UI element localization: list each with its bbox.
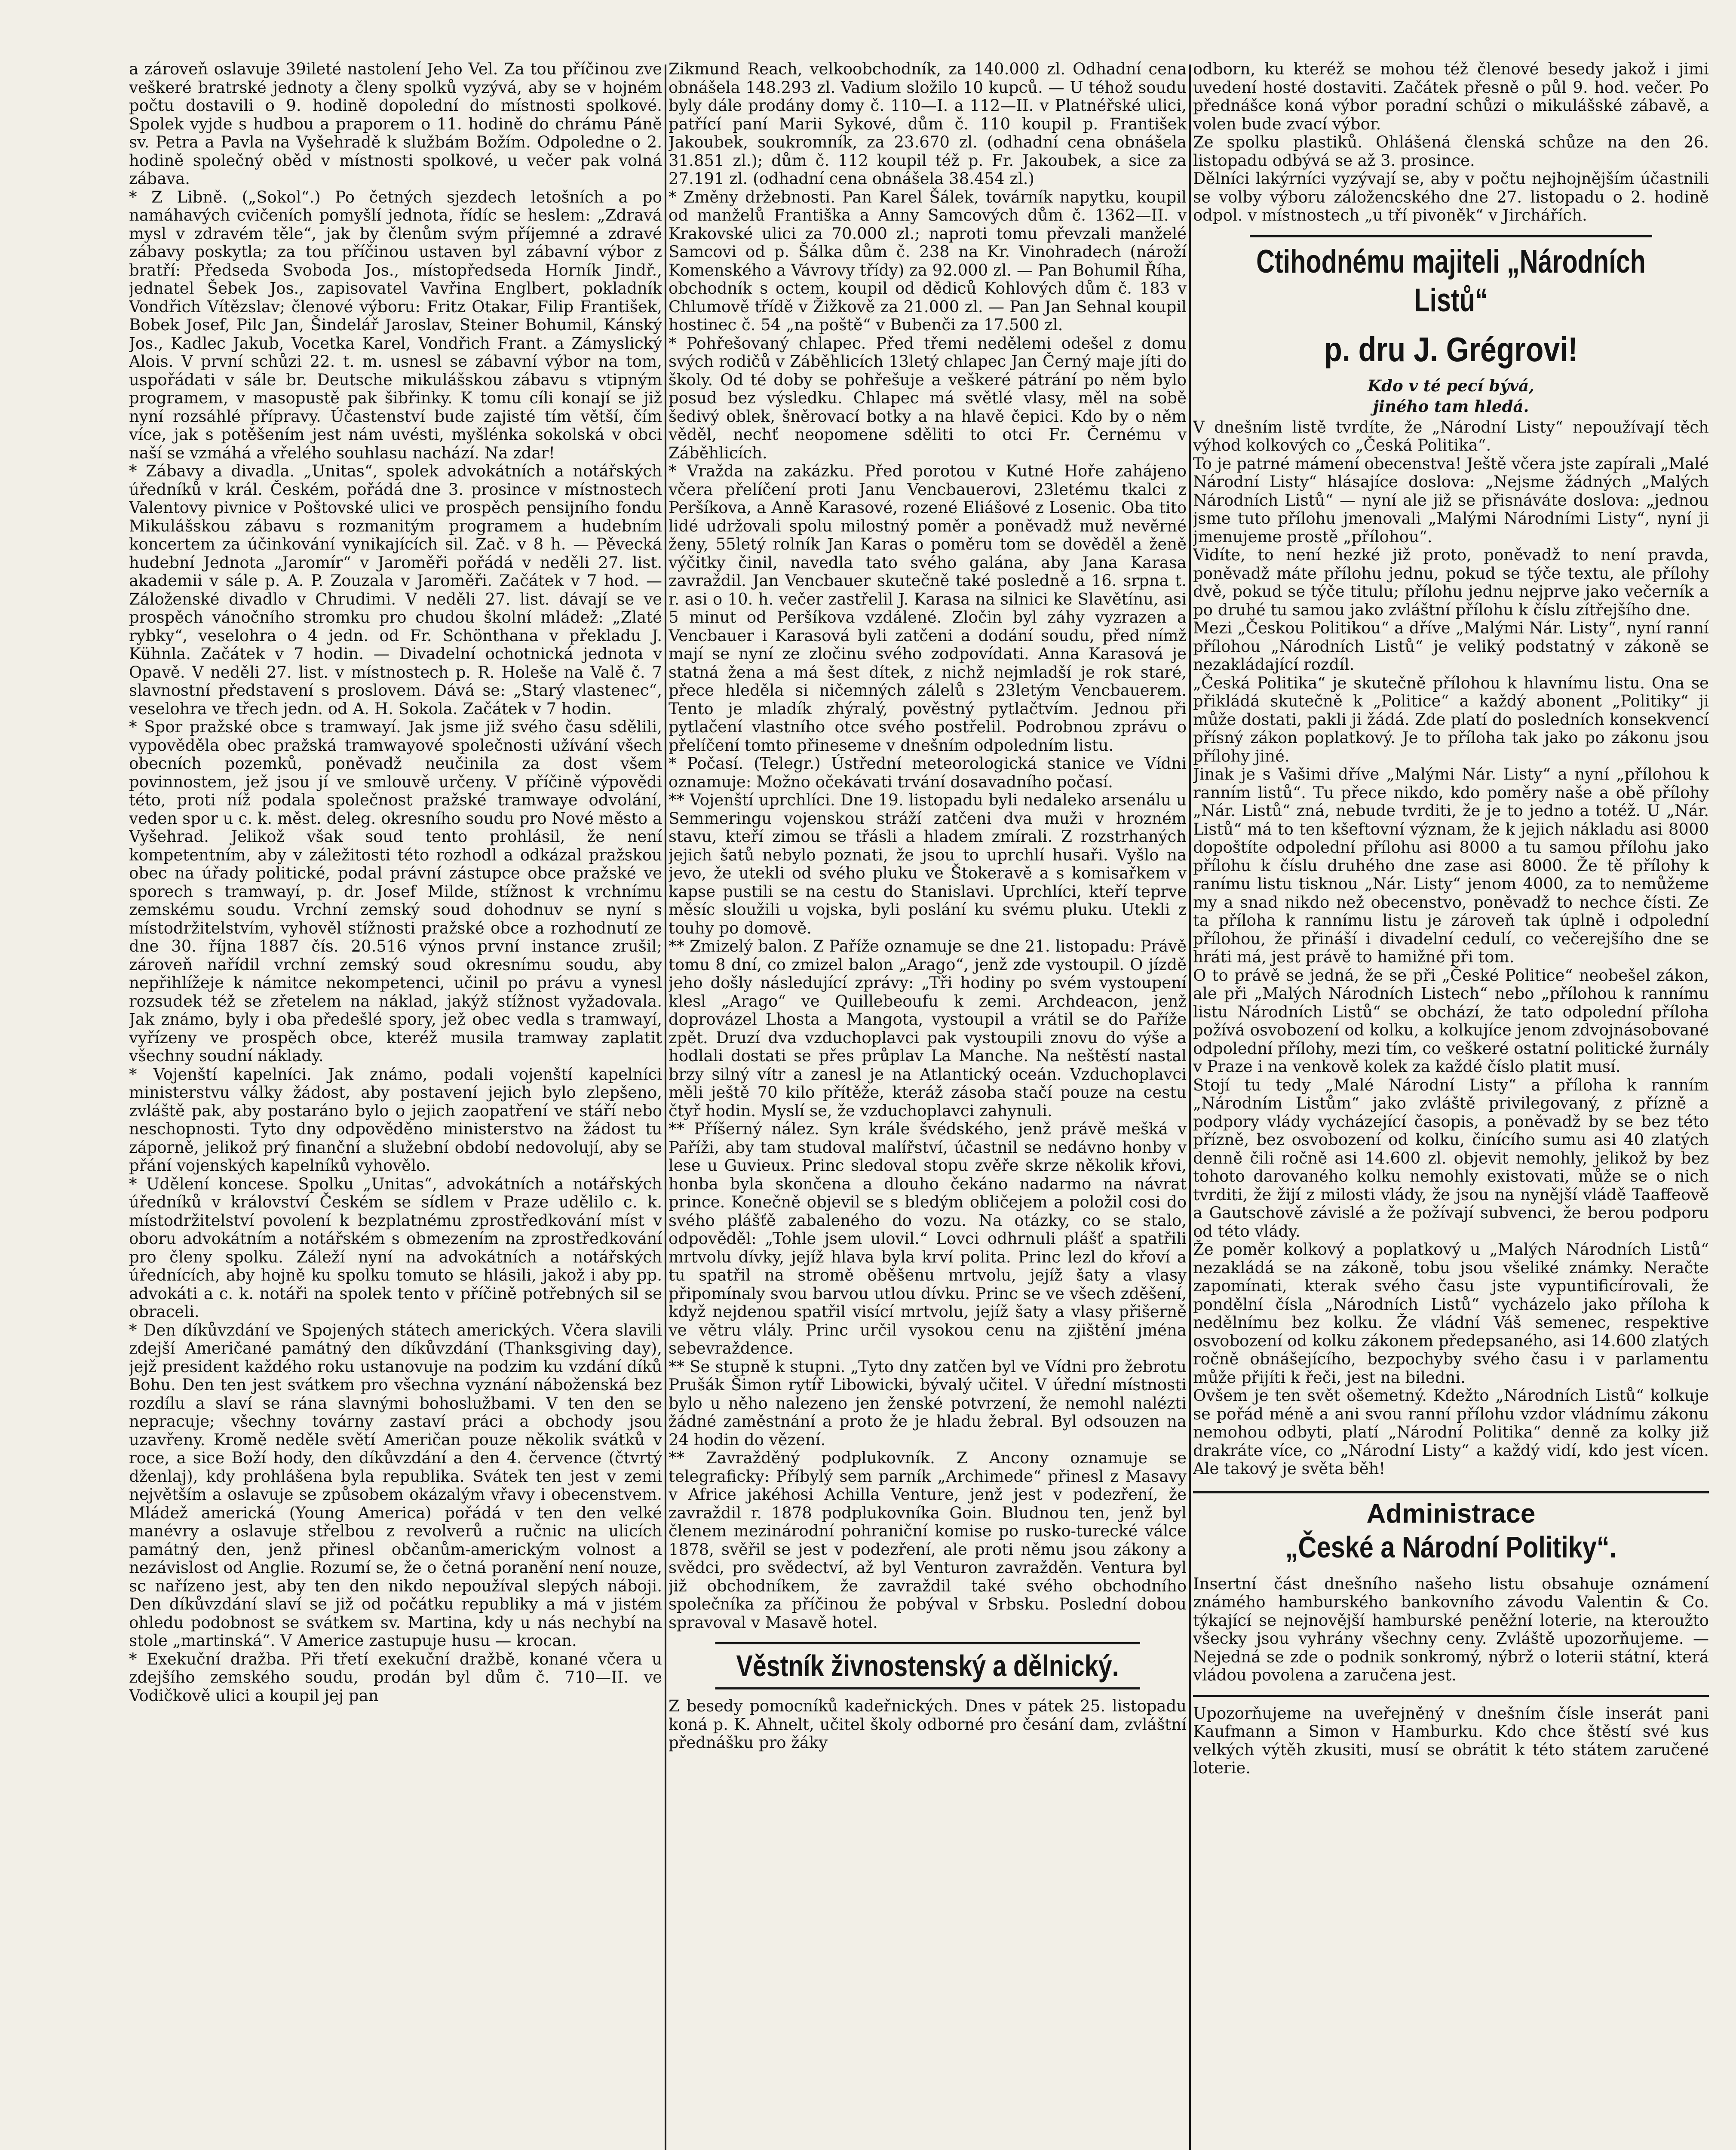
notice: Upozorňujeme na uveřejněný v dnešním čísle inserát pani Kaufmann a Simon v Hamburku. Kdo chce štěstí své kus velkých výtěh zkusiti, musí se obrátit k této státem zaručené loterie. — [1193, 1704, 1709, 1777]
article: Dělníci lakýrníci vyzývají se, aby v počtu nejhojnějším účastnili se volby výboru záložencského dne 27. listopadu o 2. hodině odpol. v místnostech „u tří pivoněk“ v Jirchářích. — [1193, 169, 1709, 224]
article: „Česká Politika“ je skutečně přílohou k hlavnímu listu. Ona se přikládá skutečně k „Politice“ a každý abonent „Politiky“ ji může dostati, pakli ji žádá. Zde platí do posledních konsekvencí přísný zákon poplatkový. Je to příloha tak jako po zákonu jsou přílohy jiné. — [1193, 673, 1709, 765]
article: * Z Libně. („Sokol“.) Po četných sjezdech letošních a po namáhavých cvičeních pomyšlí jednota, řídíc se heslem: „Zdravá mysl v zdravém těle“, jak by členům svým příjemné a zdravé zábavy poskytla; za tou příčinou ustaven byl zábavní výbor z bratří: Předseda Svoboda Jos., místopředseda Horník Jindř., jednatel Šebek Jos., zapisovatel Vavřina Englbert, pokladník Vondřich Vítězslav; členové výboru: Fritz Otakar, Filip František, Bobek Josef, Pilc Jan, Šindelář Jaroslav, Steiner Bohumil, Kánský Jos., Kadlec Jakub, Vocetka Karel, Vondřich Frant. a Zámyslický Alois. V první schůzi 22. t. m. usnesl se zábavní výbor na tom, uspořádati v sále br. Deutsche mikulášskou zábavu s vtipným programem, v masopustě pak šibřinky. K tomu cíli konají se již nyní rozsáhlé přípravy. Účastenství bude zajisté tím větší, čím více, jak s potěšením jest nám uvésti, myšlénka sokolská v obci naší se vzmáhá a vřelého souhlasu nachází. Na zdar! — [129, 187, 662, 462]
article: * Pohřešovaný chlapec. Před třemi nedělemi odešel z domu svých rodičů v Záběhlicích 13letý chlapec Jan Černý maje jíti do školy. Od té doby se pohřešuje a veškeré pátrání po něm bylo posud bez výsledku. Chlapec má světlé vlasy, měl na sobě šedivý oblek, šněrovací botky a na hlavě čepici. Kdo by o něm věděl, nechť neopomene sděliti to otci Fr. Černému v Záběhlicích. — [669, 334, 1187, 462]
article: Že poměr kolkový a poplatkový u „Malých Národních Listů“ nezakládá se na zákoně, tobu jsou všeliké známky. Neračte zapomínati, kterak svého času jste vypuntificírovali, že pondělní čísla „Národních Listů“ vycházelo jako příloha k nedělnímu bez kolku. Že vládní Váš semenec, respektive osvobození od kolku zákonem předepsaného, asi 14.600 zlatých ročně obnášejícího, bezpochyby svého času i v parlamentu může přijíti k řeči, jest na biledni. — [1193, 1240, 1709, 1387]
article: To je patrné mámení obecenstva! Ještě včera jste zapírali „Malé Národní Listy“ hlásajíce doslova: „Nejsme žádných „Malých Národních Listů“ — nyní ale již se přisnáváte doslova: „jednou jsme tuto přílohu jmenovali „Malými Národními Listy“, nyní ji jmenujeme prostě „přílohou“. — [1193, 454, 1709, 546]
article: Zikmund Reach, velkoobchodník, za 140.000 zl. Odhadní cena obnášela 148.293 zl. Vadium složilo 10 kupců. — U téhož soudu byly dále prodány domy č. 110—I. a 112—II. v Platnéřské ulici, patřící paní Marii Sykové, dům č. 110 koupil p. František Jakoubek, soukromník, za 23.670 zl. (odhadní cena obnášela 31.851 zl.); dům č. 112 koupil též p. Fr. Jakoubek, a sice za 27.191 zl. (odhadní cena obnášela 38.454 zl.) — [669, 60, 1187, 188]
article: odborn, ku kteréž se mohou též členové besedy jakož i jimi uvedení hosté dostaviti. Začátek přesně o půl 9. hod. večer. Po přednášce koná výbor poradní schůzi o mikulášské zábavě, a volen bude zvací výbor. — [1193, 60, 1709, 133]
article: Ze spolku plastiků. Ohlášená členská schůze na den 26. listopadu odbývá se až 3. prosince. — [1193, 133, 1709, 170]
column-left — [129, 60, 662, 2150]
section-heading-honor: Ctihodnému majiteli „Národních Listů“ — [1250, 235, 1652, 320]
article: V dnešním listě tvrdíte, že „Národní Listy“ nepoužívají těch výhod kolkových co „Česká Politika“. — [1193, 418, 1709, 455]
article: ** Zmizelý balon. Z Paříže oznamuje se dne 21. listopadu: Právě tomu 8 dní, co zmizel balon „Arago“, jenž zde vystoupil. O jízdě jeho došly následující zprávy: „Tři hodiny po svém vystoupení klesl „Arago“ ve Quillebeoufu k zemi. Archdeacon, jenž doprovázel Lhosta a Mangota, vystoupil a vrátil se do Paříže zpět. Druzí dva vzduchoplavci pak vystoupili znovu do výše a hodlali dostati se přes průplav La Manche. Na neštěstí nastal brzy silný vítr a zanesl je na Atlantický oceán. Vzduchoplavci měli ještě 70 kilo přítěže, kteráž zásoba stačí pouze na cestu čtyř hodin. Myslí se, že vzduchoplavci zahynuli. — [669, 937, 1187, 1120]
article: ** Příšerný nález. Syn krále švédského, jenž právě mešká v Paříži, aby tam studoval malířství, účastnil se nedávno honby v lese u Guvieux. Princ sledoval stopu zvěře skrze několik křovi, honba byla skončena a dlouho čekáno nadarmo na návrat prince. Konečně objevil se s bledým obličejem a položil cosi do svého plášťě zabaleného do vozu. Na otázky, co se stalo, odpověděl: „Tohle jsem ulovil.“ Lovci odhrnuli plášť a spatřili mrtvolu dívky, jejíž hlava byla krví polita. Princ lezl do křoví a tu spatřil na stromě oběšenu mrtvolu, jejíž šaty a vlasy připomínaly svou barvou utlou dívku. Princ se ve všech zděšení, když nejdenou spatřil visící mrtvolu, jejíž šaty a vlasy přišerně ve větru vlály. Princ určil vysokou cenu na zjištění jména sebevraždence. — [669, 1120, 1187, 1358]
article: * Vojenští kapelníci. Jak známo, podali vojenští kapelníci ministerstvu války žádost, aby postavení jejich bylo zlepšeno, zvláště pak, aby postaráno bylo o jejich zaopatření ve stáří nebo neschopnosti. Tyto dny odpověděno ministerstvo na žádost tu záporně, jelikož prý finanční a služební období nedovolují, aby se přání vojenských kapelníků vyhovělo. — [129, 1065, 662, 1175]
article: Ovšem je ten svět ošemetný. Kdežto „Národních Listů“ kolkuje se pořád méně a ani svou ranní přílohu vzdor vládnímu zákonu nemohou odbyti, platí „Národní Politika“ denně za kolky již drakráte více, co „Národní Listy“ a každý vidí, kdo jest vícen. Ale takový je světa běh! — [1193, 1386, 1709, 1478]
column-middle — [669, 60, 1187, 2150]
notice-box — [1193, 1695, 1709, 1778]
article: Z besedy pomocníků kadeřnických. Dnes v pátek 25. listopadu koná p. K. Ahnelt, učitel školy odborné pro česání dam, zvláštní přednášku pro žáky — [669, 1697, 1187, 1752]
article: * Exekuční dražba. Při třetí exekuční dražbě, konané včera u zdejšího zemského soudu, prodán byl dům č. 710—II. ve Vodičkově ulici a koupil jej pan — [129, 1649, 662, 1705]
column-divider — [1189, 64, 1191, 2150]
article: * Změny držebnosti. Pan Karel Šálek, továrník napytku, koupil od manželů Františka a Anny Samcových dům č. 1362—II. v Krakovské ulici za 70.000 zl.; naproti tomu převzali manželé Samcovi od p. Šálka dům č. 238 na Kr. Vinohradech (nároží Komenského a Vávrovy třídy) za 92.000 zl. — Pan Bohumil Říha, obchodník s octem, koupil od dědiců Kohlových dům č. 183 v Chlumově třídě v Žižkově za 21.000 zl. — Pan Jan Sehnal koupil hostinec č. 54 „na poště“ v Bubenči za 17.500 zl. — [669, 187, 1187, 334]
article: * Počasí. (Telegr.) Ústřední meteorologická stanice ve Vídni oznamuje: Možno očekávati trvání dosavadního počasí. — [669, 754, 1187, 791]
article: * Den díkůvzdání ve Spojených státech amerických. Včera slavili zdejší Američané památný den díkůvzdání (Thanksgiving day), jejž president každého roku ustanovuje na podzim ku vzdání díků Bohu. Den ten jest svátkem pro všechna vyznání náboženská bez rozdílu a slaví se rána slavnými bohoslužbami. V ten den se nepracuje; všechny továrny zastaví práci a obchody jsou uzavřeny. Kromě neděle světí Američan pouze několik svátků v roce, a sice Boží hody, den díkůvzdání a den 4. července (čtvrtý dženlaj), kdy prohlášena byla republika. Svátek ten jest v zemi největším a oslavuje se způsobem okázalým vřavy i obecenstvem. Mládež americká (Young America) pořádá v ten den velké manévry a oslavuje střelbou z revolverů a ručnic na ulicích památný den, jenž přinesl občanům-americkým volnost a nezávislost od Anglie. Rozumí se, že o četná poranění není nouze, sc nařízeno jest, aby ten den nikdo nepoužíval slepých náboji. Den díkůvzdání slaví se již od počátku republiky a má v jistém ohledu podobnost se svátkem sv. Martina, kdy u nás nechybí na stole „martinská“. V Americe zastupuje husu — krocan. — [129, 1321, 662, 1650]
article: * Spor pražské obce s tramwayí. Jak jsme již svého času sdělili, vypověděla obec pražská tramwayové společnosti užívání všech obecních pozemků, poněvadž neučinila za dost všem povinnostem, jež jsou jí ve smlouvě určeny. V příčině výpovědi této, proti níž podala společnost pražské tramwaye odvolání, veden spor u c. k. měst. deleg. okresního soudu pro Nové město a Vyšehrad. Jelikož však soud tento prohlásil, že není kompetentním, aby v záležitosti této rozhodl a odkázal pražskou obec na úřady politické, podal právní zástupce obce pražské ve sporech s tramwayí, p. dr. Josef Milde, stížnost k vrchnímu zemskému soudu. Vrchní zemský soud dohodnuv se nyní s místodržitelstvím, vyhověl stížnosti pražské obce a rozhodnutí ze dne 30. října 1887 čís. 20.516 výnos první instance zrušil; zároveň nařídil vrchní zemský soud okresnímu soudu, aby nepřihlížeje k námitce nekompetenci, učinil po právu a vynesl rozsudek též se zřetelem na náklad, jakýž stížnost vyžadovala. Jak známo, byly i oba předešlé spory, jež obec vedla s tramwayí, vyřízeny ve prospěch obce, kteréž musila tramway zaplatit všechny soudní náklady. — [129, 718, 662, 1065]
section-heading-vestnik: Věstník živnostenský a dělnický. — [715, 1642, 1140, 1689]
column-divider — [665, 64, 666, 2150]
administration-heading: Administrace — [1193, 1491, 1709, 1530]
article: ** Se stupně k stupni. „Tyto dny zatčen byl ve Vídni pro žebrotu Prušák Šimon rytíř Libowicki, bývalý učitel. V úřední místnosti bylo u něho nalezeno jen ženské potvrzení, že nemohl nalézti žádné zaměstnání a proto že je hladu žebral. Byl odsouzen na 24 hodin do vězení. — [669, 1357, 1187, 1449]
article: Jinak je s Vašimi dříve „Malými Nár. Listy“ a nyní „přílohou k ranním listů“. Tu přece nikdo, kdo poměry naše a obě přílohy „Nár. Listů“ zná, nebude tvrditi, že je to jedno a totéž. U „Nár. Listů“ má to ten kšeftovní význam, že k jejich nákladu asi 8000 dopoštíte odpolední přílohu asi 8000 a tu samou přílohu jako přílohu k číslu druhého dne zase asi 8000. Že tě přílohy k ranímu listu tisknou „Nár. Listy“ jenom 4000, za to nemůžeme my a snad nikdo než obecenstvo, poněvadž to nechce čísti. Ze ta příloha k rannímu listu je zároveň tak úplně i odpolední přílohou, že přináší i divadelní cedulí, co večerejšího dne se hráti má, jest právě to hamižné při tom. — [1193, 765, 1709, 966]
section-heading-name: p. dru J. Grégrovi! — [1324, 330, 1578, 369]
motto-line: Kdo v té pecí bývá, — [1367, 376, 1535, 395]
article: Mezi „Českou Politikou“ a dříve „Malými Nár. Listy“, nyní ranní přílohou „Národních Listů“ je veliký podstatný v zákoně se nezakládající rozdíl. — [1193, 619, 1709, 674]
article: a zároveň oslavuje 39ileté nastolení Jeho Vel. Za tou příčinou zve veškeré bratrské jednoty a členy spolků vyzývá, aby se v hojném počtu dostavili o 9. hodině dopolední do místnosti spolkové. Spolek vyjde s hudbou a praporem o 11. hodině do chrámu Páně sv. Petra a Pavla na Vyšehradě k službám Božím. Odpoledne o 2. hodině společný oběd v místnosti spolkové, u večer pak volná zábava. — [129, 60, 662, 188]
article: * Vražda na zakázku. Před porotou v Kutné Hoře zahájeno včera přelíčení proti Janu Vencbauerovi, 23letému tkalci z Peršíkova, a Anně Karasové, rozené Eliášové z Losenic. Oba tito lidé udržovali spolu milostný poměr a poněvadž muž nevěrné ženy, 55letý rolník Jan Karas o poměru tom se dověděl a ženě výčitky činil, navedla tato svého galána, aby Jana Karasa zavraždil. Jan Vencbauer skutečně také posledně a 16. srpna t. r. asi o 10. h. večer zastřelil J. Karasa na silnici ke Slavětínu, asi 5 minut od Peršíkova vzdálené. Zločin byl záhy vyzrazen a Vencbauer i Karasová byli zatčeni a dodání soudu, před nímž mají se nyní ze zločinu svého zodpovídati. Anna Karasová je statná žena a má šest dítek, z nichž nejmladší je rok staré, přece hleděla si ničemných zálelů s 23letým Vencbauerem. Tento je mladík zhýralý, pověstný pytlačtvím. Jednou při pytlačení vlastního otce svého postřelil. Podrobnou zprávu o přelíčení tomto přineseme v dnešním odpoledním listu. — [669, 462, 1187, 755]
article: * Udělení koncese. Spolku „Unitas“, advokátních a notářských úředníků v království Českém se sídlem v Praze udělilo c. k. místodržitelství povolení k bezplatnému zprostředkování míst v oboru advokátním a notářském s obmezením na zprostředkování pro členy spolku. Záleží nyní na advokátních a notářských úřednících, aby hojně ku spolku tomuto se hlásili, jakož i aby pp. advokáti a c. k. notáři na spolek tento v příčině potřebných sil se obraceli. — [129, 1174, 662, 1321]
administration-name: „České a Národní Politiky“. — [1285, 1530, 1617, 1564]
article: ** Vojenští uprchlíci. Dne 19. listopadu byli nedaleko arsenálu u Semmeringu vojenskou stráží zatčeni dva muži v hrozném stavu, kteří zimou se třásli a hladem zmírali. Z rozstrhaných jejich šatů nebylo poznati, že jsou to uprchlí husaři. Vyšlo na jevo, že utekli od svého pluku ve Štokeravě a s komisařkem v kapse pustili se na cestu do Stanislavi. Uprchlíci, kteří teprve měsíc sloužili u vojska, byli poslání ku svému pluku. Utekli z touhy po domově. — [669, 791, 1187, 937]
article: Vidíte, to není hezké již proto, poněvadž to není pravda, poněvadž máte přílohu jednu, pokud se týče textu, ale přílohy dvě, pokud se týče titulu; přílohu jednu nejprve jako večerník a po druhé tu samou jako zvláštní přílohu k číslu zítřejšího dne. — [1193, 546, 1709, 619]
article: ** Zavražděný podplukovník. Z Ancony oznamuje se telegraficky: Příbylý sem parník „Archimede“ přinesl z Masavy v Africe jakéhosi Achilla Venture, jenž jest v podezření, že zavraždil r. 1878 podplukovníka Goin. Bludnou ten, jenž byl členem mezinárodní pohraniční komise po rusko-turecké válce 1878, svěřil se jest v podezření, ale proti němu jsou zákony a svědci, pro svědectví, až byl Venturon zavražděn. Ventura byl již obchodníkem, že zavraždil také svého obchodního společníka za příčinou že pobýval v Srbsku. Poslední dobou spravoval v Masavě hotel. — [669, 1449, 1187, 1632]
article: O to právě se jedná, že se při „České Politice“ neobešel zákon, ale při „Malých Národních Listech“ nebo „přílohou k rannímu listu Národních Listů“ se obchází, že tato odpolední příloha požívá osvobození od kolku, a kolkujíce jenom zdvojnásobované odpolední přílohy, mezi tím, co veškeré ostatní politické žurnály v Praze i na venkově kolek za každé číslo platit musí. — [1193, 966, 1709, 1076]
motto-line: jiného tam hledá. — [1373, 397, 1529, 416]
column-right — [1193, 60, 1709, 2150]
article: * Zábavy a divadla. „Unitas“, spolek advokátních a notářských úředníků v král. Českém, pořádá dne 3. prosince v místnostech Valentovy pivnice v Poštovské ulici ve prospěch pensijního fondu Mikulášskou zábavu s rozmanitým programem a hudebním koncertem za účinkování vynikajících sil. Zač. v 8 h. — Pěvecká hudební Jednota „Jaromír“ v Jaroměři pořádá v neděli 27. list. akademii v sále p. A. P. Zouzala v Jaroměři. Začátek v 7 hod. — Záloženské divadlo v Chrudimi. V neděli 27. list. dávají se ve prospěch vánočního stromku pro chudou školní mládež: „Zlaté rybky“, veselohra o 4 jedn. od Fr. Schönthana v překladu J. Kühnla. Začátek v 7 hodin. — Divadelní ochotnická jednota v Opavě. V neděli 27. list. v místnostech p. R. Holeše na Valě č. 7 slavnostní představení s proslovem. Dává se: „Starý vlastenec“, veselohra ve třech jedn. od A. H. Sokola. Začátek v 7 hodin. — [129, 462, 662, 718]
notice: Insertní část dnešního našeho listu obsahuje oznámení známého hamburského bankovního závodu Valentin & Co. týkající se nejnovější hamburské peněžní loterie, na kteroužto všecky jsou vyhrány všechny ceny. Zvláště upozorňujeme. — Nejedná se zde o podnik sonkromý, nýbrž o loterii státní, která vládou povolena a zaručena jest. — [1193, 1574, 1709, 1684]
article: Stojí tu tedy „Malé Národní Listy“ a příloha k ranním „Národním Listům“ jako zvláště privilegovaný, z přízně a podpory vlády vycházející časopis, a poněvadž by se bez této přízně, bez osvobození od kolku, činícího sumu asi 40 zlatých denně čili ročně asi 14.600 zl. objevit nemohly, jelikož by bez tohoto darovaného kolku nemohly existovati, může se o nich tvrditi, že žijí z milosti vlády, že jsou na nynější vládě Taaffeově a Gautschově závislé a že požívají subvenci, že berou podporu od této vlády. — [1193, 1075, 1709, 1241]
